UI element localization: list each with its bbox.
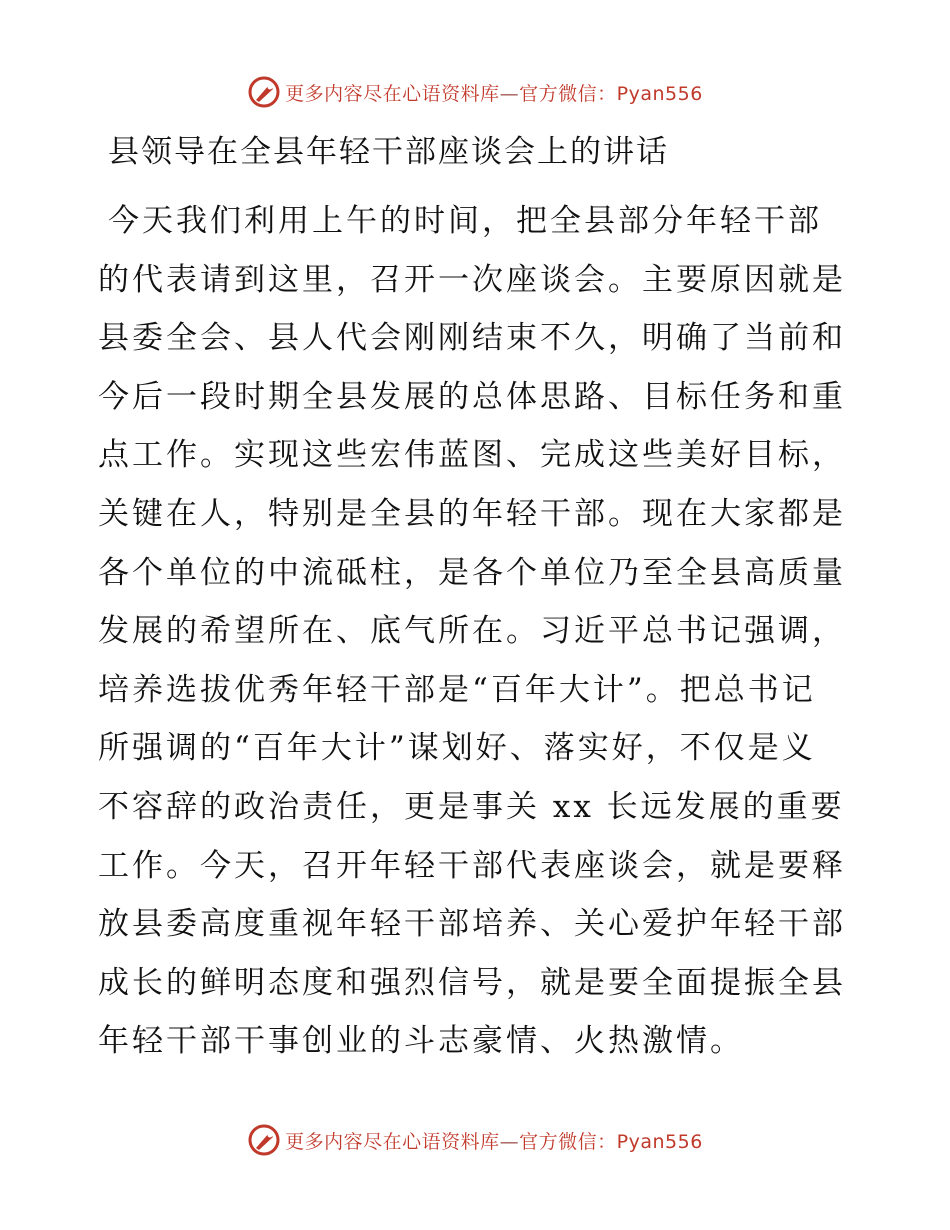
watermark-dash: —: [499, 82, 520, 105]
body-line: 工作。今天，召开年轻干部代表座谈会，就是要释: [98, 847, 846, 884]
document-title: 县领导在全县年轻干部座谈会上的讲话: [108, 134, 669, 170]
body-line: 发展的希望所在、底气所在。习近平总书记强调，: [98, 613, 846, 650]
watermark-text: [285, 1127, 703, 1154]
watermark-main-text: 更多内容尽在心语资料库: [285, 1130, 500, 1153]
watermark-wechat-text: 官方微信：Pyan556: [519, 82, 703, 105]
header-watermark: [0, 70, 950, 114]
pen-nib-logo-icon: [247, 1123, 281, 1157]
watermark-wechat-text: 官方微信：Pyan556: [519, 1130, 703, 1153]
body-line: 点工作。实现这些宏伟蓝图、完成这些美好目标，: [98, 437, 846, 474]
body-line: 不容辞的政治责任，更是事关 xx 长远发展的重要: [98, 788, 845, 825]
body-line: 各个单位的中流砥柱，是各个单位乃至全县高质量: [98, 554, 846, 591]
document-body: [98, 192, 850, 1071]
body-line: 关键在人，特别是全县的年轻干部。现在大家都是: [98, 495, 846, 532]
watermark-dash: —: [499, 1130, 520, 1153]
body-line: 今后一段时期全县发展的总体思路、目标任务和重: [98, 378, 846, 415]
watermark-main-text: 更多内容尽在心语资料库: [285, 82, 500, 105]
footer-watermark: [0, 1118, 950, 1162]
body-line: 所强调的“百年大计”谋划好、落实好，不仅是义: [98, 730, 816, 767]
watermark-text: [285, 79, 703, 106]
body-line: 成长的鲜明态度和强烈信号，就是要全面提振全县: [98, 964, 846, 1001]
body-line: 今天我们利用上午的时间，把全县部分年轻干部: [108, 203, 822, 239]
body-line: 县委全会、县人代会刚刚结束不久，明确了当前和: [98, 320, 846, 357]
pen-nib-logo-icon: [247, 75, 281, 109]
body-line: 培养选拔优秀年轻干部是“百年大计”。把总书记: [98, 671, 816, 708]
body-line: 年轻干部干事创业的斗志豪情、火热激情。: [98, 1023, 744, 1060]
body-line: 放县委高度重视年轻干部培养、关心爱护年轻干部: [98, 906, 846, 943]
body-line: 的代表请到这里，召开一次座谈会。主要原因就是: [98, 261, 846, 298]
